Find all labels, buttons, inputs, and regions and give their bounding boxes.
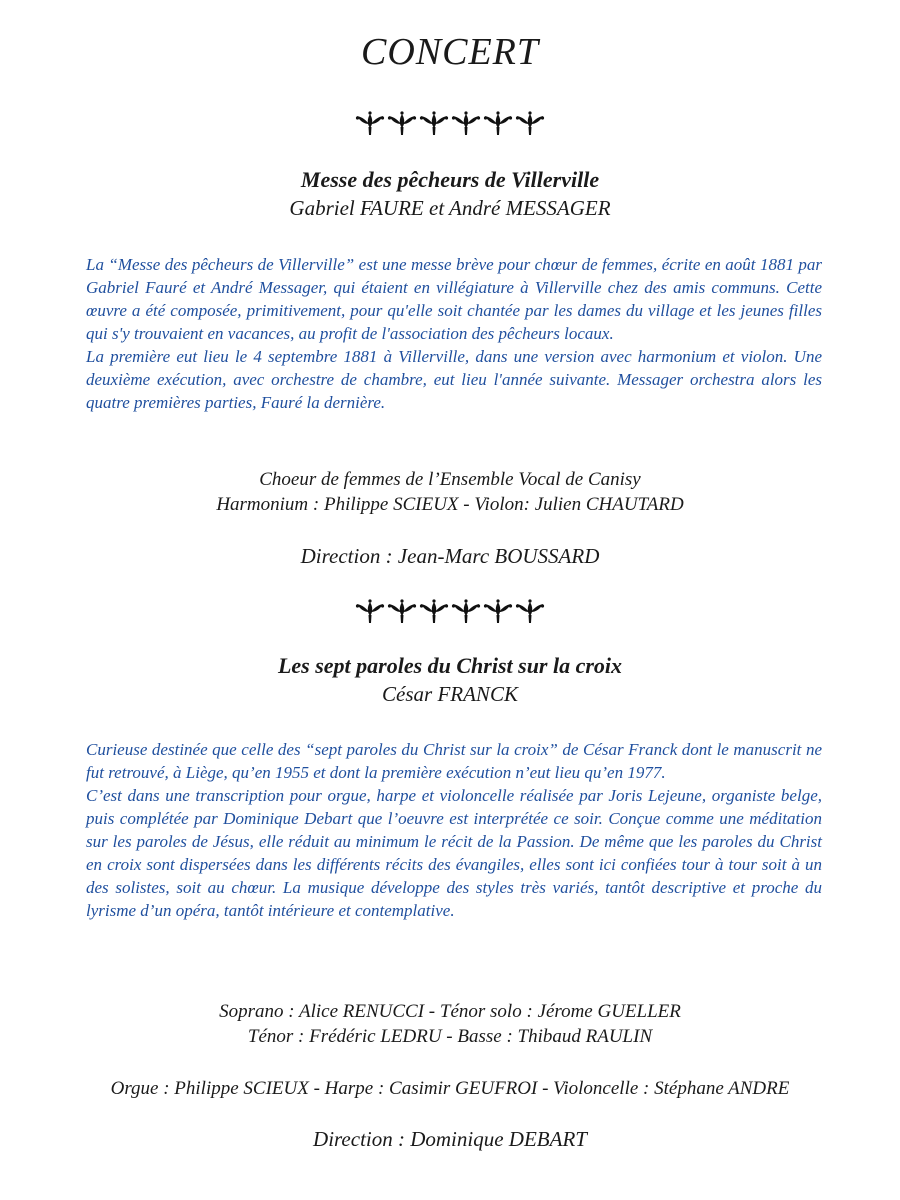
performer-line: Harmonium : Philippe SCIEUX - Violon: Julien CHAUTARD bbox=[216, 494, 684, 515]
direction-credit: Direction : Dominique DEBART bbox=[313, 1127, 587, 1151]
fleuron-ornament-icon bbox=[482, 598, 514, 624]
work-composer: César FRANCK bbox=[382, 682, 518, 706]
performer-line: Choeur de femmes de l’Ensemble Vocal de Canisy bbox=[259, 469, 641, 490]
fleuron-ornament-icon bbox=[418, 110, 450, 136]
fleuron-ornament-icon bbox=[386, 110, 418, 136]
work-composer: Gabriel FAURE et André MESSAGER bbox=[289, 196, 611, 220]
performers-credits bbox=[0, 467, 900, 517]
fleuron-ornament-icon bbox=[450, 110, 482, 136]
fleuron-ornament-icon bbox=[354, 598, 386, 624]
page-title: CONCERT bbox=[360, 31, 540, 73]
work-description bbox=[86, 738, 822, 922]
soloist-line: Ténor : Frédéric LEDRU - Basse : Thibaud RAULIN bbox=[247, 1026, 653, 1047]
fleuron-ornament-icon bbox=[450, 598, 482, 624]
fleuron-ornament-icon bbox=[354, 598, 546, 624]
ornament-divider bbox=[0, 110, 900, 136]
ornament-divider bbox=[0, 598, 900, 624]
instruments-credit: Orgue : Philippe SCIEUX - Harpe : Casimir GEUFROI - Violoncelle : Stéphane ANDRE bbox=[110, 1078, 790, 1099]
fleuron-ornament-icon bbox=[514, 110, 546, 136]
soloists-credits bbox=[0, 999, 900, 1049]
description-paragraph: La “Messe des pêcheurs de Villerville” est une messe brève pour chœur de femmes, écrite en août 1881 par Gabriel Fauré et André Messager, qui étaient en villégiature à Villerville chez des amis communs. Cette œuvre a été composée, primitivement, pour qu'elle soit chantée par les dames du village et les jeunes filles qui s'y trouvaient en vacances, au profit de l'association des pêcheurs locaux. bbox=[86, 255, 822, 343]
soloist-line: Soprano : Alice RENUCCI - Ténor solo : Jérome GUELLER bbox=[219, 1001, 681, 1022]
fleuron-ornament-icon bbox=[354, 110, 386, 136]
direction-credit: Direction : Jean-Marc BOUSSARD bbox=[300, 544, 600, 568]
fleuron-ornament-icon bbox=[514, 598, 546, 624]
work-description bbox=[86, 253, 822, 414]
description-paragraph: La première eut lieu le 4 septembre 1881 à Villerville, dans une version avec harmonium et violon. Une deuxième exécution, avec orchestre de chambre, eut lieu l'année suivante. Messager orchestra alors les quatre premières parties, Fauré la dernière. bbox=[86, 347, 822, 412]
fleuron-ornament-icon bbox=[354, 110, 546, 136]
description-paragraph: Curieuse destinée que celle des “sept paroles du Christ sur la croix” de César Franck dont le manuscrit ne fut retrouvé, à Liège, qu’en 1955 et dont la première exécution n’eut lieu qu’en 1977. bbox=[86, 740, 822, 782]
fleuron-ornament-icon bbox=[418, 598, 450, 624]
fleuron-ornament-icon bbox=[482, 110, 514, 136]
work-title: Les sept paroles du Christ sur la croix bbox=[277, 653, 623, 678]
fleuron-ornament-icon bbox=[386, 598, 418, 624]
description-paragraph: C’est dans une transcription pour orgue, harpe et violoncelle réalisée par Joris Lejeune, organiste belge, puis complétée par Dominique Debart que l’oeuvre est interprétée ce soir. Conçue comme une méditation sur les paroles de Jésus, elle réduit au minimum le récit de la Passion. De même que les paroles du Christ en croix sont dispersées dans les différents récits des évangiles, elles sont ici confiées tour à tour soit à un des solistes, soit au chœur. La musique développe des styles très variés, tantôt descriptive et proche du lyrisme d’un opéra, tantôt intérieure et contemplative. bbox=[86, 786, 822, 920]
work-title: Messe des pêcheurs de Villerville bbox=[300, 167, 600, 192]
